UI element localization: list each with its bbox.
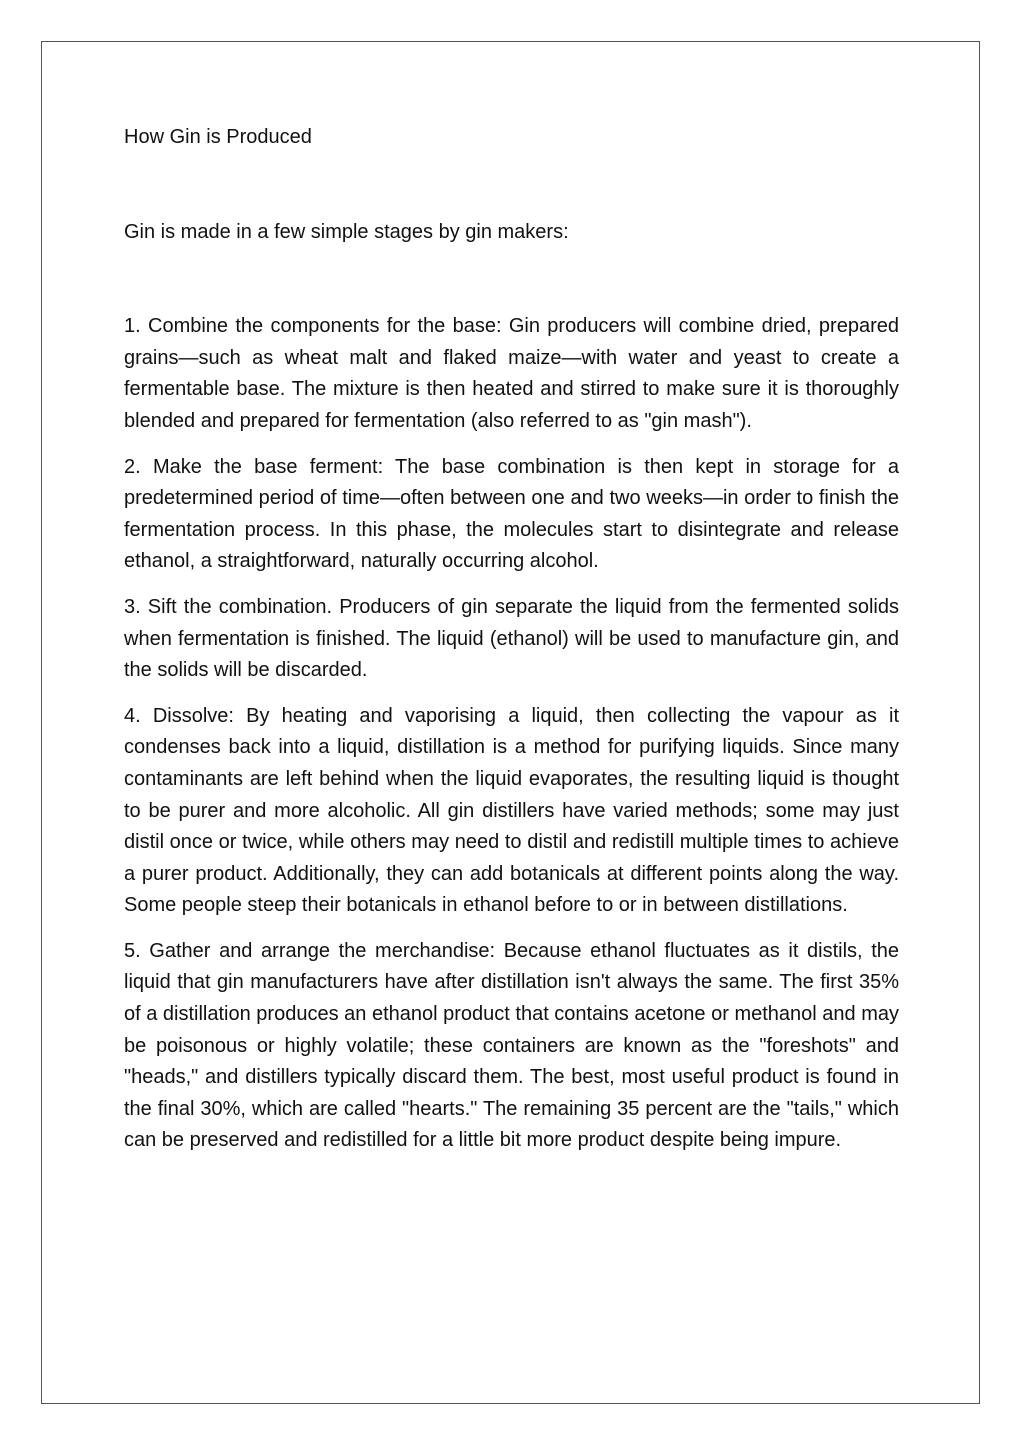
step-paragraph-5: 5. Gather and arrange the merchandise: Because ethanol fluctuates as it distils, the liquid that gin manufacturers have after distillation isn't always the same. The first 35% of a distillation produces an ethanol product that contains acetone or methanol and may be poisonous or highly volatile; these containers are known as the "foreshots" and "heads," and distillers typically discard them. The best, most useful product is found in the final 30%, which are called "hearts." The remaining 35 percent are the "tails," which can be preserved and redistilled for a little bit more product despite being impure. bbox=[124, 939, 899, 1152]
document-body bbox=[124, 122, 899, 1171]
document-title: How Gin is Produced bbox=[124, 126, 312, 148]
step-paragraph-1: 1. Combine the components for the base: Gin producers will combine dried, prepared grains—such as wheat malt and flaked maize—with water and yeast to create a fermentable base. The mixture is then heated and stirred to make sure it is thoroughly blended and prepared for fermentation (also referred to as "gin mash"). bbox=[124, 315, 899, 432]
step-paragraph-2: 2. Make the base ferment: The base combination is then kept in storage for a predetermined period of time—often between one and two weeks—in order to finish the fermentation process. In this phase, the molecules start to disintegrate and release ethanol, a straightforward, naturally occurring alcohol. bbox=[124, 455, 899, 573]
step-paragraph-3: 3. Sift the combination. Producers of gin separate the liquid from the fermented solids when fermentation is finished. The liquid (ethanol) will be used to manufacture gin, and the solids will be discarded. bbox=[124, 595, 899, 682]
steps-list bbox=[124, 311, 899, 1157]
intro-paragraph: Gin is made in a few simple stages by gin makers: bbox=[124, 220, 569, 243]
step-paragraph-4: 4. Dissolve: By heating and vaporising a liquid, then collecting the vapour as it condenses back into a liquid, distillation is a method for purifying liquids. Since many contaminants are left behind when the liquid evaporates, the resulting liquid is thought to be purer and more alcoholic. All gin distillers have varied methods; some may just distil once or twice, while others may need to distil and redistill multiple times to achieve a purer product. Additionally, they can add botanicals at different points along the way. Some people steep their botanicals in ethanol before to or in between distillations. bbox=[124, 704, 899, 917]
